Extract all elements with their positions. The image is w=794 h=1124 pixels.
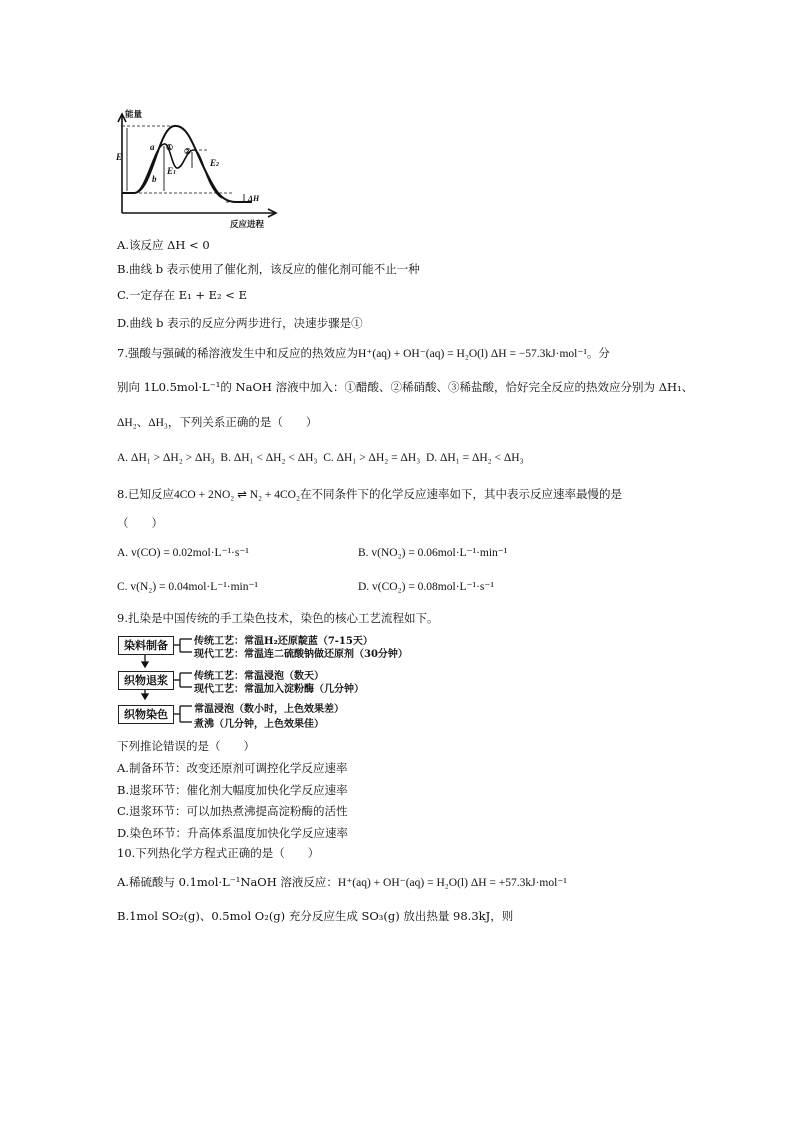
flow-text-2: 现代工艺：常温连二硫酸钠做还原剂（30分钟） xyxy=(194,649,408,660)
q7-option-c: C. ΔH₁ > ΔH₂ = ΔH₃ xyxy=(323,452,421,464)
q9-option-c: C.退浆环节：可以加热煮沸提高淀粉酶的活性 xyxy=(117,804,348,818)
q8-equation: 4CO + 2NO₂ ⇌ N₂ + 4CO₂ xyxy=(173,489,300,501)
q7-option-d: D. ΔH₁ = ΔH₂ < ΔH₃ xyxy=(425,452,524,464)
flow-text-5: 常温浸泡（数小时，上色效果差） xyxy=(194,704,344,715)
q8-option-b: B. v(NO₂) = 0.06mol·L⁻¹·min⁻¹ xyxy=(358,547,508,559)
ylabel: 能量 xyxy=(125,109,143,119)
q8-option-a: A. v(CO) = 0.02mol·L⁻¹·s⁻¹ xyxy=(117,547,249,559)
q8-stem-prefix: 8.已知反应 xyxy=(117,487,174,501)
label-E2: E2 xyxy=(210,158,220,168)
q7-stem-line3: ΔH₂、ΔH₃，下列关系正确的是（ ） xyxy=(117,417,318,429)
q7-equation: H⁺(aq) + OH⁻(aq) = H₂O(l) ΔH = −57.3kJ·mol⁻¹ xyxy=(357,348,587,360)
q6-option-c: C.一定存在 E₁ + E₂ < E xyxy=(117,288,247,302)
label-c2: ② xyxy=(184,147,192,156)
q10-option-a-text: A.稀硫酸与 0.1mol·L⁻¹NaOH 溶液反应： xyxy=(117,875,338,889)
q7-option-b: B. ΔH₁ < ΔH₂ < ΔH₃ xyxy=(220,452,318,464)
q9-option-b: B.退浆环节：催化剂大幅度加快化学反应速率 xyxy=(117,783,348,797)
q10-option-a xyxy=(117,874,567,890)
q7-stem-suffix: 。分 xyxy=(586,346,610,360)
flow-text-3: 传统工艺：常温浸泡（数天） xyxy=(194,671,324,682)
q8-option-d: D. v(CO₂) = 0.08mol·L⁻¹·s⁻¹ xyxy=(358,581,494,593)
q7-stem-line1 xyxy=(117,345,610,361)
q10-option-a-equation: H⁺(aq) + OH⁻(aq) = H₂O(l) ΔH = +57.3kJ·mol⁻¹ xyxy=(337,877,567,889)
flow-box-dye-prep: 染料制备 xyxy=(118,636,174,655)
q7-stem-line2: 别向 1L0.5mol·L⁻¹的 NaOH 溶液中加入：①醋酸、②稀硝酸、③稀盐酸，恰好完全反应的热效应分别为 ΔH₁、 xyxy=(117,380,694,394)
energy-diagram xyxy=(112,108,284,230)
label-E1: E1 xyxy=(167,166,177,176)
q6-option-d: D.曲线 b 表示的反应分两步进行，决速步骤是① xyxy=(117,316,363,330)
label-E: E xyxy=(116,152,123,162)
q9-option-d: D.染色环节：升高体系温度加快化学反应速率 xyxy=(117,826,348,840)
q8-stem-suffix: 在不同条件下的化学反应速率如下，其中表示反应速率最慢的是 xyxy=(300,487,622,501)
q10-stem: 10.下列热化学方程式正确的是（ ） xyxy=(117,846,320,860)
q10-option-b: B.1mol SO₂(g)、0.5mol O₂(g) 充分反应生成 SO₃(g) 放出热量 98.3kJ，则 xyxy=(117,909,514,923)
q7-options xyxy=(117,452,524,464)
flow-text-4: 现代工艺：常温加入淀粉酶（几分钟） xyxy=(194,684,364,695)
label-b: b xyxy=(152,174,157,184)
q7-option-a: A. ΔH₁ > ΔH₂ > ΔH₃ xyxy=(117,452,215,464)
q7-stem-prefix: 7.强酸与强碱的稀溶液发生中和反应的热效应为 xyxy=(117,346,358,360)
q8-option-c: C. v(N₂) = 0.04mol·L⁻¹·min⁻¹ xyxy=(117,581,259,593)
flow-box-dyeing: 织物染色 xyxy=(118,705,174,724)
q9-option-a: A.制备环节：改变还原剂可调控化学反应速率 xyxy=(117,761,348,775)
q8-stem-line2: （ ） xyxy=(117,516,163,530)
q6-option-b: B.曲线 b 表示使用了催化剂，该反应的催化剂可能不止一种 xyxy=(117,262,420,276)
xlabel: 反应进程 xyxy=(230,219,265,229)
flow-text-1: 传统工艺：常温H₂还原靛蓝（7-15天） xyxy=(194,636,373,647)
q9-stem: 9.扎染是中国传统的手工染色技术，染色的核心工艺流程如下。 xyxy=(117,611,439,625)
flow-box-desizing: 织物退浆 xyxy=(118,671,174,690)
label-a: a xyxy=(150,142,155,152)
q9-question: 下列推论错误的是（ ） xyxy=(117,739,255,753)
q8-stem-line1 xyxy=(117,486,622,502)
flow-text-6: 煮沸（几分钟，上色效果佳） xyxy=(194,719,324,730)
label-c1: ① xyxy=(166,143,174,152)
label-dH: ΔH xyxy=(248,194,260,203)
q6-option-a: A.该反应 ΔH < 0 xyxy=(117,238,210,252)
